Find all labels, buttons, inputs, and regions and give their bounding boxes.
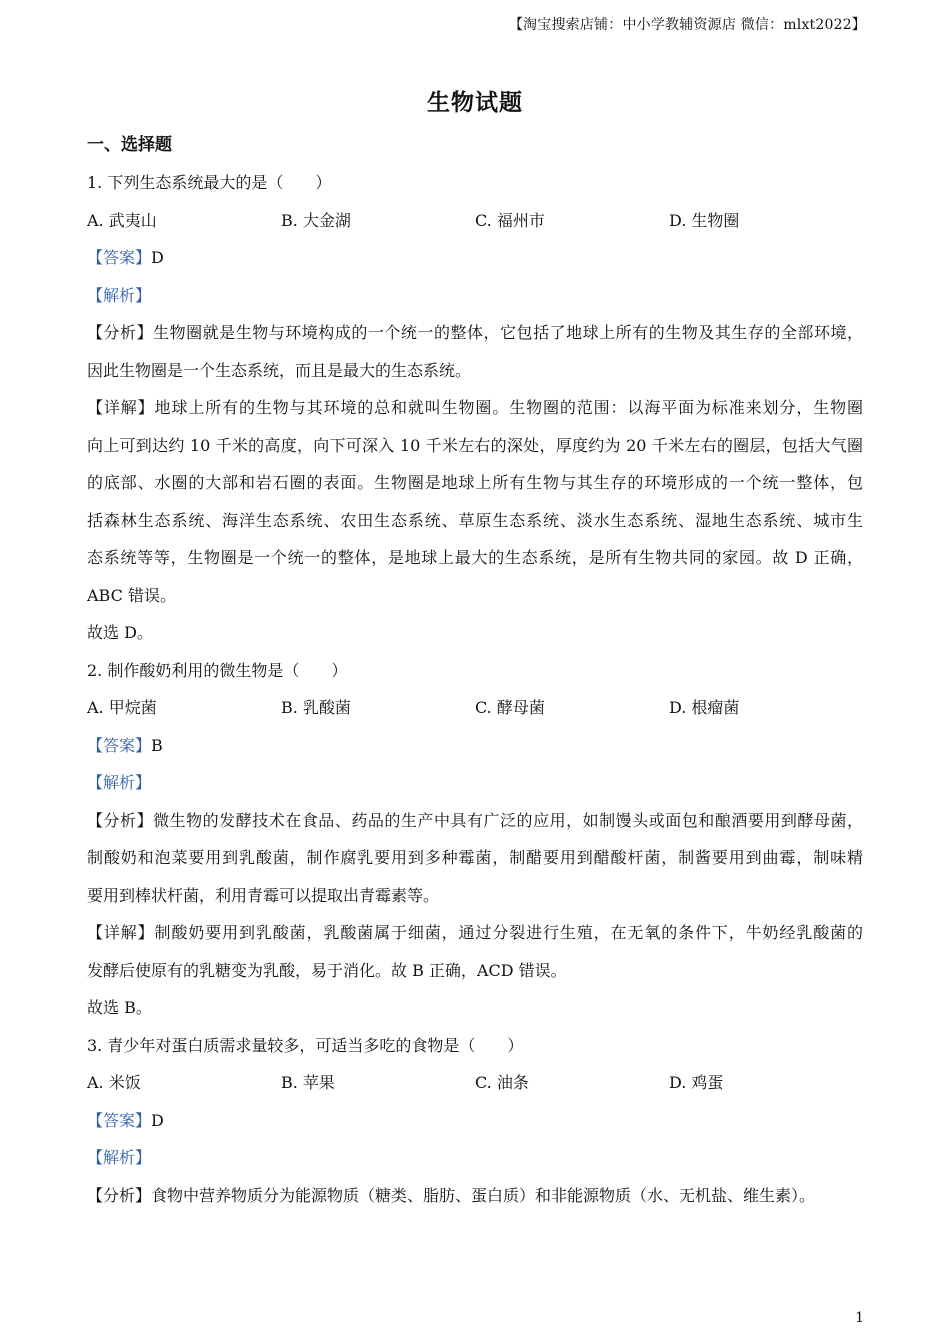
answer-tag: 【答案】 bbox=[87, 248, 152, 267]
option-c: C. 福州市 bbox=[475, 210, 545, 230]
detail-text-line: 的底部、水圈的大部和岩石圈的表面。生物圈是地球上所有生物与其生存的环境形成的一个统一整体，包 bbox=[87, 473, 863, 492]
section-heading: 一、选择题 bbox=[87, 135, 172, 155]
option-a: A. 甲烷菌 bbox=[87, 698, 157, 717]
answer-value: D bbox=[151, 248, 164, 267]
answer-line bbox=[87, 727, 863, 765]
conclusion-line: 故选 D。 bbox=[87, 623, 153, 642]
option-a: A. 武夷山 bbox=[87, 210, 157, 230]
detail-text-line: 括森林生态系统、海洋生态系统、农田生态系统、草原生态系统、淡水生态系统、湿地生态系统、城市生 bbox=[87, 510, 863, 530]
answer-tag: 【答案】 bbox=[87, 735, 152, 755]
question-stem: 3. 青少年对蛋白质需求量较多，可适当多吃的食物是（ ） bbox=[87, 1035, 524, 1055]
answer-tag: 【答案】 bbox=[87, 1110, 152, 1130]
option-b: B. 苹果 bbox=[281, 1073, 335, 1092]
answer-value: B bbox=[151, 735, 163, 755]
option-d: D. 鸡蛋 bbox=[669, 1073, 724, 1092]
analysis-tag: 【解析】 bbox=[87, 773, 152, 792]
question-stem: 2. 制作酸奶利用的微生物是（ ） bbox=[87, 660, 348, 680]
analysis-text-line: 【分析】食物中营养物质分为能源物质（糖类、脂肪、蛋白质）和非能源物质（水、无机盐、维生素）。 bbox=[87, 1185, 816, 1205]
option-b: B. 乳酸菌 bbox=[281, 698, 351, 717]
analysis-tag: 【解析】 bbox=[87, 1148, 152, 1167]
answer-line bbox=[87, 1102, 863, 1140]
option-row bbox=[87, 1064, 863, 1102]
page-header-note: 【淘宝搜索店铺：中小学教辅资源店 微信：mlxt2022】 bbox=[508, 17, 866, 33]
option-d: D. 生物圈 bbox=[669, 210, 740, 230]
page-number: 1 bbox=[855, 1310, 864, 1326]
analysis-tag: 【解析】 bbox=[87, 285, 152, 305]
analysis-text-line: 【分析】微生物的发酵技术在食品、药品的生产中具有广泛的应用，如制馒头或面包和酿酒要用到酵母菌， bbox=[87, 810, 863, 830]
answer-value: D bbox=[151, 1110, 164, 1130]
detail-text-line: 向上可到达约 10 千米的高度，向下可深入 10 千米左右的深处，厚度约为 20 千米左右的圈层，包括大气圈 bbox=[87, 435, 863, 455]
option-a: A. 米饭 bbox=[87, 1073, 141, 1092]
analysis-text-line: 要用到棒状杆菌，利用青霉可以提取出青霉素等。 bbox=[87, 885, 440, 905]
answer-line bbox=[87, 239, 863, 277]
option-row bbox=[87, 202, 863, 240]
conclusion-line: 故选 B。 bbox=[87, 998, 152, 1017]
detail-text-line: 【详解】地球上所有的生物与其环境的总和就叫生物圈。生物圈的范围：以海平面为标准来划分，生物圈 bbox=[87, 398, 863, 417]
analysis-text-line: 因此生物圈是一个生态系统，而且是最大的生态系统。 bbox=[87, 360, 472, 380]
analysis-text-line: 【分析】生物圈就是生物与环境构成的一个统一的整体，它包括了地球上所有的生物及其生存的全部环境， bbox=[87, 323, 863, 342]
option-c: C. 油条 bbox=[475, 1073, 529, 1092]
detail-text-line: 发酵后使原有的乳糖变为乳酸，易于消化。故 B 正确，ACD 错误。 bbox=[87, 960, 567, 980]
question-stem: 1. 下列生态系统最大的是（ ） bbox=[87, 173, 332, 192]
detail-text-line: 态系统等等，生物圈是一个统一的整体，是地球上最大的生态系统，是所有生物共同的家园。故 D 正确， bbox=[87, 548, 863, 567]
page-title: 生物试题 bbox=[427, 89, 523, 116]
option-d: D. 根瘤菌 bbox=[669, 698, 740, 717]
option-b: B. 大金湖 bbox=[281, 210, 351, 230]
option-c: C. 酵母菌 bbox=[475, 698, 545, 717]
option-row bbox=[87, 689, 863, 727]
detail-text-line: ABC 错误。 bbox=[87, 585, 176, 605]
document-body bbox=[87, 164, 863, 1214]
analysis-text-line: 制酸奶和泡菜要用到乳酸菌，制作腐乳要用到多种霉菌，制醋要用到醋酸杆菌，制酱要用到曲霉，制味精 bbox=[87, 848, 863, 867]
detail-text-line: 【详解】制酸奶要用到乳酸菌，乳酸菌属于细菌，通过分裂进行生殖，在无氧的条件下，牛奶经乳酸菌的 bbox=[87, 923, 863, 942]
